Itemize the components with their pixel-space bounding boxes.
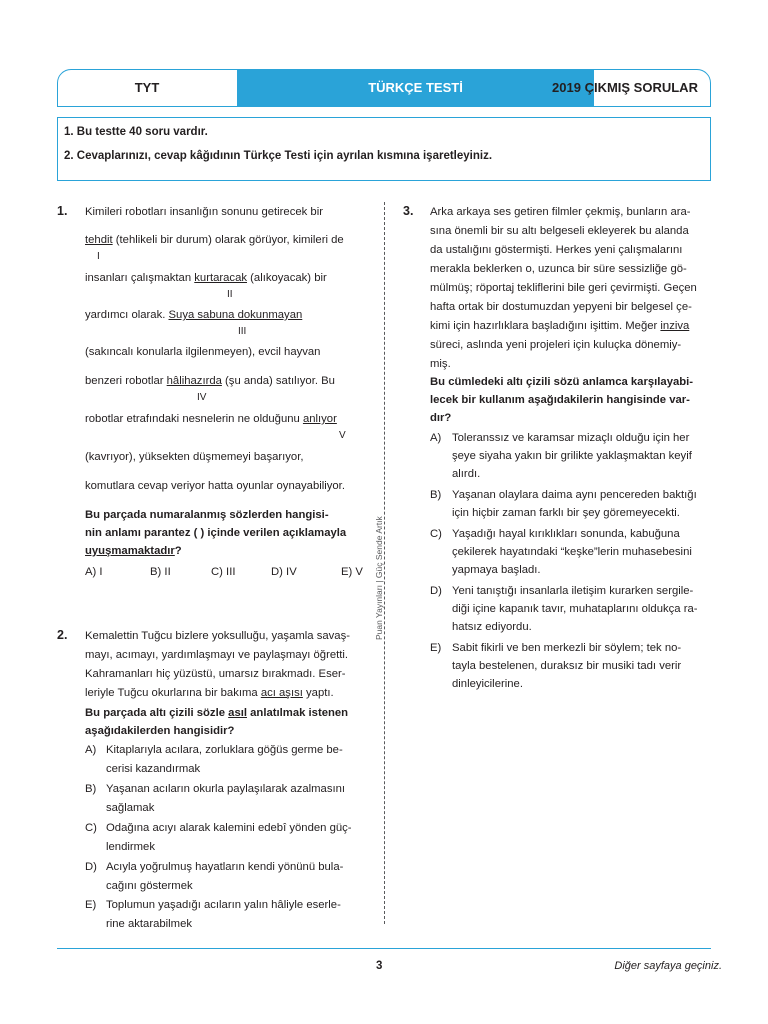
header-year-label: 2019 ÇIKMIŞ SORULAR (537, 70, 711, 106)
roman-numeral-4: IV (197, 392, 207, 403)
option-e[interactable]: E) (430, 642, 442, 654)
option-b-text[interactable]: sağlamak (106, 802, 155, 814)
roman-numeral-1: I (97, 251, 100, 262)
q3-line-1: Arka arkaya ses getiren filmler çekmiş, bunların ara- (430, 206, 691, 218)
instruction-2: 2. Cevaplarınızı, cevap kâğıdının Türkçe Testi için ayrılan kısmına işaretleyiniz. (64, 150, 493, 162)
option-b[interactable]: B) (430, 489, 442, 501)
q3-stem-3: dır? (430, 412, 452, 424)
option-b-text[interactable]: Yaşanan olaylara daima aynı pencereden baktığı (452, 489, 697, 501)
q2-text: yaptı. (302, 687, 334, 699)
q2-line-1: Kemalettin Tuğcu bizlere yoksulluğu, yaşamla savaş- (85, 630, 350, 642)
q2-stem-underlined: asıl (228, 707, 247, 719)
option-c-text[interactable]: Yaşadığı hayal kırıklıkları sonunda, kabuğuna (452, 528, 680, 540)
option-e-text[interactable]: rine aktarabilmek (106, 918, 193, 930)
option-d-text[interactable]: Yeni tanıştığı insanlarla iletişim kurarken sergile- (452, 585, 694, 597)
option-d[interactable]: D) (85, 861, 97, 873)
q1-line-2 (85, 234, 344, 246)
q1-stem-qmark: ? (174, 545, 182, 557)
option-d[interactable]: D) (430, 585, 442, 597)
q3-line-6: hafta ortak bir dostumuzdan yepyeni bir belgesel çe- (430, 301, 692, 313)
question-number: 2. (57, 628, 68, 642)
option-b[interactable]: B) II (150, 566, 171, 578)
q1-text: yardımcı olarak. (85, 309, 169, 321)
option-e[interactable]: E) V (341, 566, 363, 578)
q3-line-4: merakla beklerken o, uzunca bir süre sessizliğe gö- (430, 263, 687, 275)
page-number: 3 (376, 960, 383, 972)
q1-text: insanları çalışmaktan (85, 272, 195, 284)
q1-line-8: (kavrıyor), yüksekten düşmemeyi başarıyor, (85, 451, 304, 463)
q2-stem-text: Bu parçada altı çizili sözle (85, 707, 229, 719)
q1-text: benzeri robotlar (85, 375, 167, 387)
q1-stem-2: nin anlamı parantez ( ) içinde verilen açıklamayla (85, 527, 347, 539)
option-d[interactable]: D) IV (271, 566, 297, 578)
column-divider (384, 202, 385, 924)
q1-text: (alıkoyacak) bir (247, 272, 327, 284)
q1-line-6 (85, 375, 335, 387)
q1-underlined-4: hâlihazırda (166, 375, 222, 387)
option-a[interactable]: A) (85, 744, 97, 756)
publisher-side-label: Puan Yayınları | Güç Sende Artık (374, 516, 384, 640)
q3-stem-1: Bu cümledeki altı çizili sözü anlamca karşılayabi- (430, 376, 694, 388)
q1-line-4 (85, 309, 302, 321)
q3-line-3: da ustalığını göstermişti. Herkes yeni çalışmalarını (430, 244, 683, 256)
q1-line-1: Kimileri robotları insanlığın sonunu getirecek bir (85, 206, 323, 218)
q1-line-3 (85, 272, 327, 284)
q3-line-9: miş. (430, 358, 451, 370)
option-a-text[interactable]: şeye siyaha yakın bir grilikte yaklaşmaktan keyif (452, 450, 692, 462)
q1-underlined-5: anlıyor (302, 413, 337, 425)
q1-underlined-3: Suya sabuna dokunmayan (168, 309, 303, 321)
option-c-text[interactable]: Odağına acıyı alarak kalemini edebî yönden güç- (106, 822, 352, 834)
q1-underlined-2: kurtaracak (194, 272, 248, 284)
option-e-text[interactable]: tayla bestelenen, duraksız bir musiki tadı verir (452, 660, 682, 672)
option-a-text[interactable]: cerisi kazandırmak (106, 763, 201, 775)
question-number: 3. (403, 204, 414, 218)
option-a[interactable]: A) (430, 432, 442, 444)
q2-line-3: Kahramanları hiç yüzüstü, umarsız bırakmadı. Eser- (85, 668, 346, 680)
footer-divider (57, 948, 711, 949)
q2-line-4 (85, 687, 334, 699)
option-d-text[interactable]: diği içine kapanık tavır, muhataplarını oldukça ra- (452, 603, 698, 615)
q1-text: robotlar etrafındaki nesnelerin ne olduğunu (85, 413, 303, 425)
option-a-text[interactable]: alırdı. (452, 468, 481, 480)
next-page-note: Diğer sayfaya geçiniz. (614, 960, 722, 972)
q3-stem-2: lecek bir kullanım aşağıdakilerin hangisinde var- (430, 394, 690, 406)
q1-line-5: (sakıncalı konularla ilgilenmeyen), evcil hayvan (85, 346, 321, 358)
q1-line-9: komutlara cevap veriyor hatta oyunlar oynayabiliyor. (85, 480, 345, 492)
option-e-text[interactable]: Toplumun yaşadığı acıların yalın hâliyle eserle- (106, 899, 341, 911)
option-b-text[interactable]: için hiçbir zaman farklı bir şey göremeyecekti. (452, 507, 680, 519)
option-e[interactable]: E) (85, 899, 97, 911)
q3-line-5: mülmüş; röportaj tekliflerini bile geri çevirmişti. Geçen (430, 282, 697, 294)
q1-stem-underlined: uyuşmamaktadır (85, 545, 175, 557)
q3-text: kimi için hazırlıklara başladığını işittim. Meğer (430, 320, 661, 332)
option-d-text[interactable]: cağını göstermek (106, 880, 193, 892)
question-number: 1. (57, 204, 68, 218)
q3-line-7 (430, 320, 689, 332)
q1-text: (tehlikeli bir durum) olarak görüyor, kimileri de (112, 234, 344, 246)
option-e-text[interactable]: Sabit fikirli ve ben merkezli bir söylem; tek no- (452, 642, 682, 654)
option-b[interactable]: B) (85, 783, 97, 795)
q2-stem-2: aşağıdakilerden hangisidir? (85, 725, 235, 737)
option-c-text[interactable]: lendirmek (106, 841, 155, 853)
option-c[interactable]: C) (85, 822, 97, 834)
q2-stem-1 (85, 707, 348, 719)
option-a-text[interactable]: Kitaplarıyla acılara, zorluklara göğüs germe be- (106, 744, 343, 756)
q1-underlined-1: tehdit (85, 234, 113, 246)
instructions-box (57, 117, 711, 181)
option-b-text[interactable]: Yaşanan acıların okurla paylaşılarak azalmasını (106, 783, 346, 795)
q1-text: (şu anda) satılıyor. Bu (221, 375, 335, 387)
option-d-text[interactable]: Acıyla yoğrulmuş hayatların kendi yönünü bula- (106, 861, 344, 873)
q2-stem-text: anlatılmak istenen (247, 707, 349, 719)
option-e-text[interactable]: dinleyicilerine. (452, 678, 523, 690)
option-c-text[interactable]: çekilerek hayatındaki “keşke”lerin muhasebesini (452, 546, 692, 558)
q3-line-8: süreci, aslında yeni projeleri için kuluçka dönemiy- (430, 339, 682, 351)
q3-line-2: sına önemli bir su altı belgeseli ekleyerek bu alanda (430, 225, 689, 237)
roman-numeral-2: II (227, 289, 233, 300)
q1-stem-1: Bu parçada numaralanmış sözlerden hangisi- (85, 509, 329, 521)
roman-numeral-5: V (339, 430, 346, 441)
q1-line-7 (85, 413, 337, 425)
q3-underlined: inziva (660, 320, 690, 332)
option-c[interactable]: C) (430, 528, 442, 540)
q2-text: leriyle Tuğcu okurlarına bir bakıma (85, 687, 261, 699)
header-test-title: TÜRKÇE TESTİ (237, 70, 594, 106)
option-c-text[interactable]: yapmaya başladı. (452, 564, 541, 576)
q2-underlined: acı aşısı (260, 687, 303, 699)
q2-line-2: mayı, acımayı, yardımlaşmayı ve paylaşmayı öğretti. (85, 649, 349, 661)
q1-stem-3 (85, 545, 182, 557)
option-a-text[interactable]: Toleranssız ve karamsar mizaçlı olduğu için her (452, 432, 690, 444)
option-a[interactable]: A) I (85, 566, 103, 578)
test-header (57, 69, 711, 107)
roman-numeral-3: III (238, 326, 247, 337)
instruction-1: 1. Bu testte 40 soru vardır. (64, 126, 208, 138)
option-c[interactable]: C) III (211, 566, 236, 578)
header-exam-name: TYT (134, 80, 160, 95)
option-d-text[interactable]: hatsız ediyordu. (452, 621, 532, 633)
